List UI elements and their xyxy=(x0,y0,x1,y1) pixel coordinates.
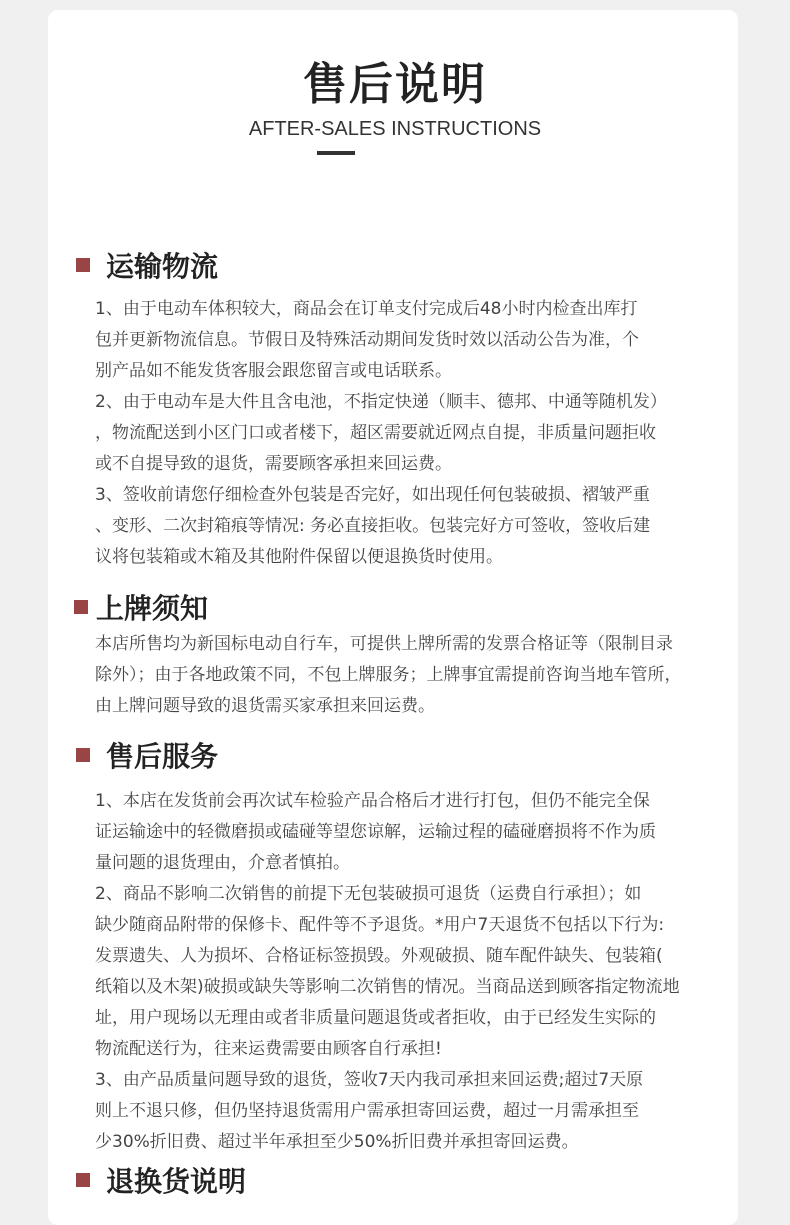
section-bullet-icon xyxy=(76,258,90,272)
text-line: 量问题的退货理由，介意者慎拍。 xyxy=(95,853,350,873)
text-line: 纸箱以及木架)破损或缺失等影响二次销售的情况。当商品送到顾客指定物流地 xyxy=(95,977,680,997)
section-header-registration xyxy=(74,587,208,627)
text-line: ，物流配送到小区门口或者楼下，超区需要就近网点自提，非质量问题拒收 xyxy=(95,423,656,443)
text-line: 少30%折旧费、超过半年承担至少50%折旧费并承担寄回运费。 xyxy=(95,1132,579,1152)
section-title-registration: 上牌须知 xyxy=(96,592,209,625)
section-title-returns: 退换货说明 xyxy=(106,1165,247,1198)
text-line: 别产品如不能发货客服会跟您留言或电话联系。 xyxy=(95,361,452,381)
text-line: 由上牌问题导致的退货需买家承担来回运费。 xyxy=(95,696,435,716)
text-line: 证运输途中的轻微磨损或磕碰等望您谅解，运输过程的磕碰磨损将不作为质 xyxy=(95,822,656,842)
text-line: 、变形、二次封箱痕等情况: 务必直接拒收。包装完好方可签收，签收后建 xyxy=(95,516,651,536)
section-title-after-sales: 售后服务 xyxy=(106,740,219,773)
text-line: 缺少随商品附带的保修卡、配件等不予退货。*用户7天退货不包括以下行为: xyxy=(95,915,665,935)
text-line: 除外）；由于各地政策不同，不包上牌服务；上牌事宜需提前咨询当地车管所， xyxy=(95,665,682,685)
section-body-after-sales xyxy=(95,786,680,1158)
text-line: 本店所售均为新国标电动自行车，可提供上牌所需的发票合格证等（限制目录 xyxy=(95,634,673,654)
text-line: 2、由于电动车是大件且含电池，不指定快递（顺丰、德邦、中通等随机发） xyxy=(95,392,667,412)
text-line: 包并更新物流信息。节假日及特殊活动期间发货时效以活动公告为准，个 xyxy=(95,330,639,350)
text-line: 址，用户现场以无理由或者非质量问题退货或者拒收，由于已经发生实际的 xyxy=(95,1008,656,1028)
page-subtitle: AFTER-SALES INSTRUCTIONS xyxy=(248,118,542,140)
section-header-logistics xyxy=(76,245,218,285)
section-body-registration xyxy=(95,629,682,722)
text-line: 2、商品不影响二次销售的前提下无包装破损可退货（运费自行承担）；如 xyxy=(95,884,642,904)
text-line: 议将包装箱或木箱及其他附件保留以便退换货时使用。 xyxy=(95,547,503,567)
text-line: 或不自提导致的退货，需要顾客承担来回运费。 xyxy=(95,454,452,474)
title-underline xyxy=(317,151,355,155)
section-body-logistics xyxy=(95,294,667,573)
text-line: 则上不退只修，但仍坚持退货需用户需承担寄回运费，超过一月需承担至 xyxy=(95,1101,639,1121)
section-header-returns xyxy=(76,1160,246,1200)
section-bullet-icon xyxy=(74,600,88,614)
section-bullet-icon xyxy=(76,748,90,762)
text-line: 3、由产品质量问题导致的退货，签收7天内我司承担来回运费;超过7天原 xyxy=(95,1070,644,1090)
text-line: 1、本店在发货前会再次试车检验产品合格后才进行打包，但仍不能完全保 xyxy=(95,791,650,811)
page-title: 售后说明 xyxy=(303,59,487,110)
text-line: 物流配送行为，往来运费需要由顾客自行承担! xyxy=(95,1039,442,1059)
section-title-logistics: 运输物流 xyxy=(106,250,219,283)
text-line: 3、签收前请您仔细检查外包装是否完好，如出现任何包装破损、褶皱严重 xyxy=(95,485,650,505)
text-line: 1、由于电动车体积较大，商品会在订单支付完成后48小时内检查出库打 xyxy=(95,299,638,319)
section-bullet-icon xyxy=(76,1173,90,1187)
section-header-after-sales xyxy=(76,735,218,775)
text-line: 发票遗失、人为损坏、合格证标签损毁。外观破损、随车配件缺失、包装箱( xyxy=(95,946,663,966)
